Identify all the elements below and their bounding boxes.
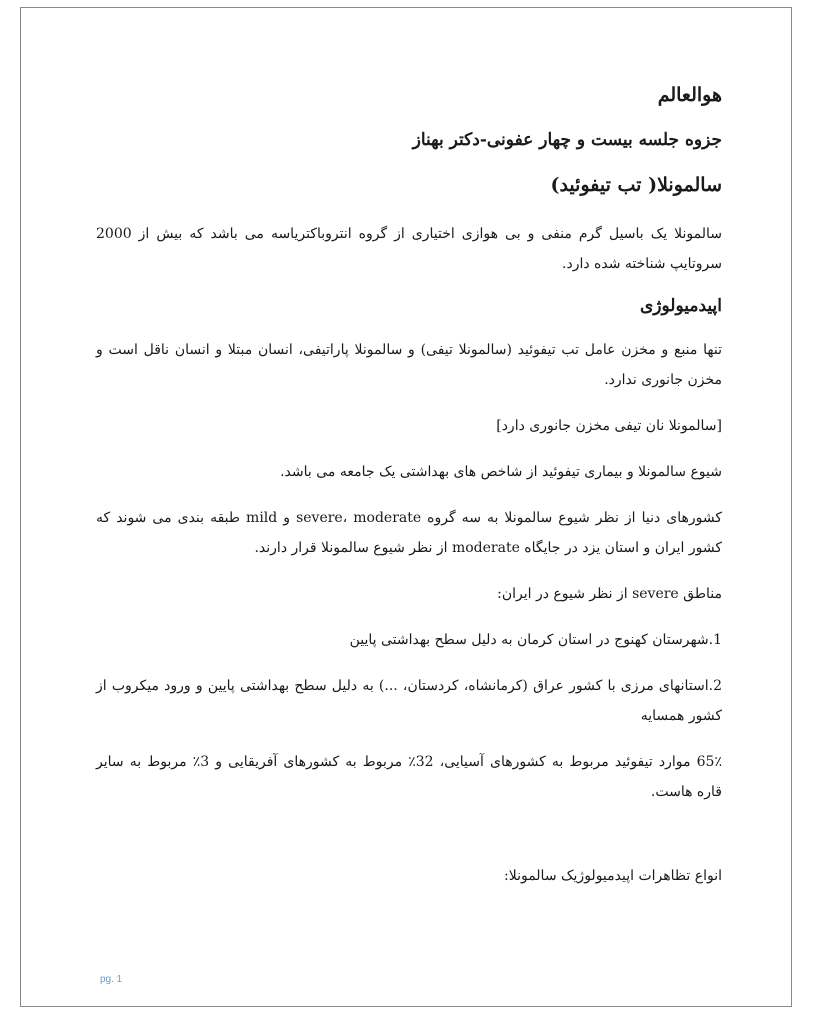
paragraph-health-index: شیوع سالمونلا و بیماری تیفوئید از شاخص های بهداشتی یک جامعه می باشد.: [280, 463, 722, 480]
paragraph-non-typhi-note: [سالمونلا نان تیفی مخزن جانوری دارد]: [496, 417, 722, 434]
paragraph-reservoir: تنها منبع و مخزن عامل تب تیفوئید (سالمونلا تیفی) و سالمونلا پاراتیفی، انسان مبتلا و انسان ناقل است و مخزن جانوری ندارد.: [96, 341, 722, 388]
paragraph-classification: کشورهای دنیا از نظر شیوع سالمونلا به سه گروه severe، moderate و mild طبقه بندی می شوند که کشور ایران و استان یزد در جایگاه moderate از نظر شیوع سالمونلا قرار دارند.: [96, 509, 722, 556]
document-body: [96, 82, 722, 907]
paragraph-severe-areas: مناطق severe از نظر شیوع در ایران:: [497, 585, 722, 602]
paragraph-intro: سالمونلا یک باسیل گرم منفی و بی هوازی اختیاری از گروه انتروباکتریاسه می باشد که بیش از 2000 سروتایپ شناخته شده دارد.: [96, 225, 722, 272]
section-heading-epidemiology: اپیدمیولوژی: [639, 295, 722, 316]
list-item-2: 2.استانهای مرزی با کشور عراق (کرمانشاه، کردستان، ...) به دلیل سطح بهداشتی پایین و ورود میکروب از کشور همسایه: [96, 677, 722, 724]
document-title: هوالعالم: [657, 84, 722, 106]
spacer: [96, 823, 722, 861]
paragraph-manifestations: انواع تظاهرات اپیدمیولوژیک سالمونلا:: [504, 867, 722, 884]
section-heading-salmonella: سالمونلا( تب تیفوئید): [550, 174, 722, 197]
list-item-1: 1.شهرستان کهنوج در استان کرمان به دلیل سطح بهداشتی پایین: [349, 631, 722, 648]
document-subtitle: جزوه جلسه بیست و چهار عفونی-دکتر بهناز: [412, 129, 722, 150]
page-number: pg. 1: [100, 974, 123, 985]
paragraph-distribution: 65٪ موارد تیفوئید مربوط به کشورهای آسیایی، 32٪ مربوط به کشورهای آفریقایی و 3٪ مربوط به سایر قاره هاست.: [96, 753, 722, 800]
